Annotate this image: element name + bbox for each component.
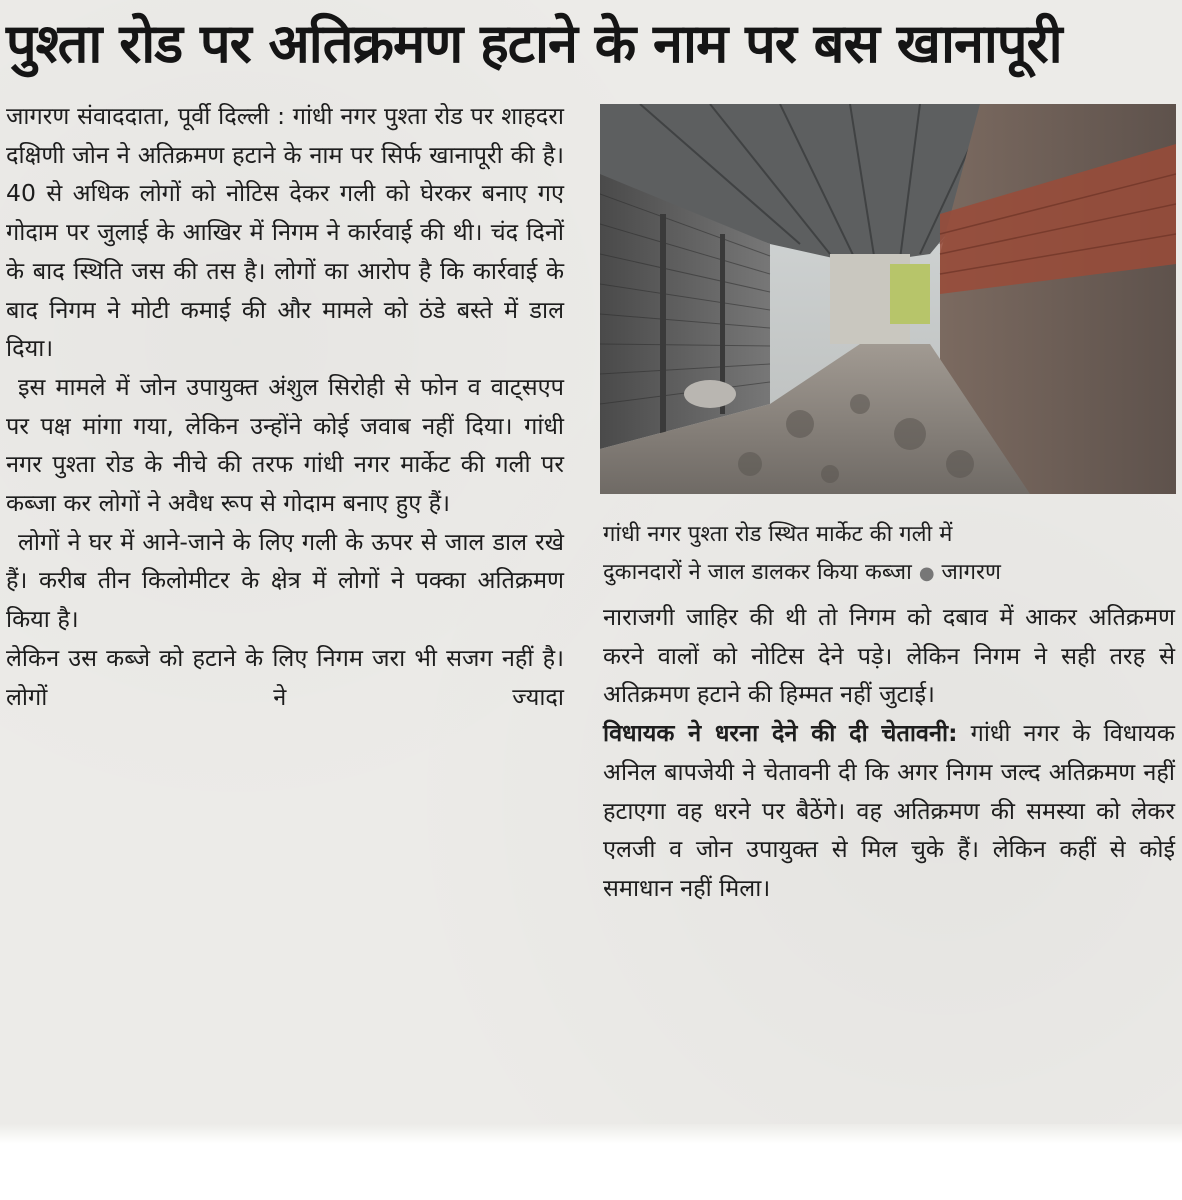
headline: पुश्ता रोड पर अतिक्रमण हटाने के नाम पर बस खानापूरी: [6, 12, 1062, 75]
torn-edge: [0, 1124, 1182, 1144]
caption-line-1: गांधी नगर पुश्ता रोड स्थित मार्केट की गली में: [603, 522, 953, 547]
left-paragraph-1: [6, 97, 564, 368]
right-paragraph-2: [603, 714, 1175, 908]
left-paragraph-1-text: गांधी नगर पुश्ता रोड पर शाहदरा दक्षिणी जोन ने अतिक्रमण हटाने के नाम पर सिर्फ खानापूरी की है। 40 से अधिक लोगों को नोटिस देकर गली को घेरकर बनाए गए गोदाम पर जुलाई के आखिर में निगम ने कार्रवाई की थी। चंद दिनों के बाद स्थिति जस की तस है। लोगों का आरोप है कि कार्रवाई के बाद निगम ने मोटी कमाई की और मामले को ठंडे बस्ते में डाल दिया।: [6, 102, 564, 363]
photo-credit: जागरण: [941, 560, 1001, 585]
news-photo: [600, 104, 1176, 494]
right-paragraph-1: नाराजगी जाहिर की थी तो निगम को दबाव में आकर अतिक्रमण करने वालों को नोटिस देने पड़े। लेकिन निगम ने सही तरह से अतिक्रमण हटाने की हिम्मत नहीं जुटाई।: [603, 603, 1175, 709]
photo-caption: [603, 516, 1175, 593]
right-paragraph-2-text: गांधी नगर के विधायक अनिल बापजेयी ने चेतावनी दी कि अगर निगम जल्द अतिक्रमण नहीं हटाएगा वह धरने पर बैठेंगे। वह अतिक्रमण की समस्या को लेकर एलजी व जोन उपायुक्त से मिल चुके हैं। लेकिन कहीं से कोई समाधान नहीं मिला।: [603, 719, 1175, 902]
dateline: जागरण संवाददाता, पूर्वी दिल्ली :: [6, 102, 285, 130]
caption-line-2: दुकानदारों ने जाल डालकर किया कब्जा: [603, 560, 912, 585]
bullet-icon: ●: [918, 563, 935, 584]
left-paragraph-2: इस मामले में जोन उपायुक्त अंशुल सिरोही से फोन व वाट्सएप पर पक्ष मांगा गया, लेकिन उन्होंने कोई जवाब नहीं दिया। गांधी नगर पुश्ता रोड के नीचे की तरफ गांधी नगर मार्केट की गली पर कब्जा कर लोगों ने अवैध रूप से गोदाम बनाए हुए हैं।: [6, 372, 564, 518]
subheading: विधायक ने धरना देने की दी चेतावनी:: [603, 719, 958, 748]
left-paragraph-4: लेकिन उस कब्जे को हटाने के लिए निगम जरा भी सजग नहीं है। लोगों ने ज्यादा: [6, 643, 564, 711]
left-column: [6, 97, 564, 716]
left-paragraph-3: लोगों ने घर में आने-जाने के लिए गली के ऊपर से जाल डाल रखे हैं। करीब तीन किलोमीटर के क्षेत्र में लोगों ने पक्का अतिक्रमण किया है।: [6, 527, 564, 634]
right-column: [603, 598, 1175, 908]
market-lane-photo: [600, 104, 1176, 494]
